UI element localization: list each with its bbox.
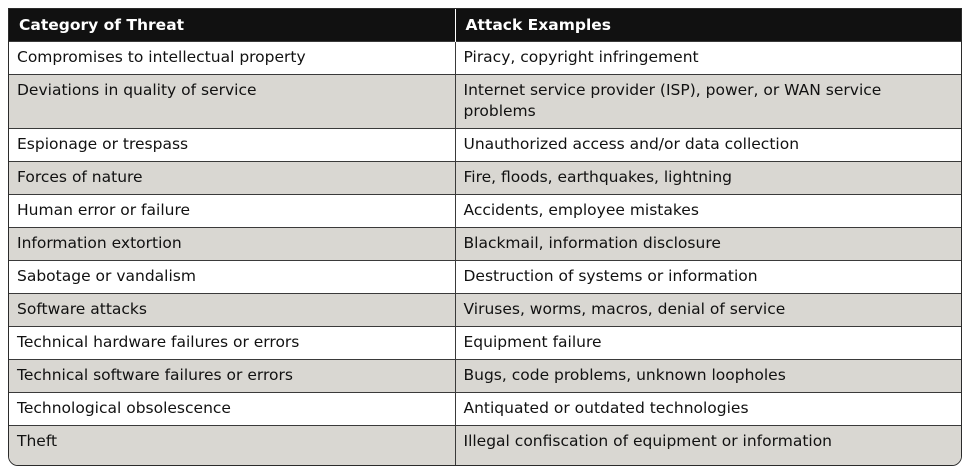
- table-row: [9, 360, 961, 393]
- threat-table-container: [8, 8, 962, 466]
- category-cell: Theft: [9, 426, 455, 467]
- examples-cell: Viruses, worms, macros, denial of service: [455, 294, 961, 327]
- category-cell: Compromises to intellectual property: [9, 42, 455, 75]
- table-row: [9, 228, 961, 261]
- table-row: [9, 294, 961, 327]
- category-cell: Forces of nature: [9, 162, 455, 195]
- examples-cell: Illegal confiscation of equipment or information: [455, 426, 961, 467]
- table-body: [9, 42, 961, 467]
- examples-cell: Piracy, copyright infringement: [455, 42, 961, 75]
- header-category: Category of Threat: [9, 9, 455, 42]
- table-row: [9, 327, 961, 360]
- header-examples: Attack Examples: [455, 9, 961, 42]
- category-cell: Technical software failures or errors: [9, 360, 455, 393]
- header-row: [9, 9, 961, 42]
- category-cell: Human error or failure: [9, 195, 455, 228]
- table-row: [9, 75, 961, 129]
- category-cell: Espionage or trespass: [9, 129, 455, 162]
- category-cell: Software attacks: [9, 294, 455, 327]
- category-cell: Deviations in quality of service: [9, 75, 455, 129]
- category-cell: Technical hardware failures or errors: [9, 327, 455, 360]
- examples-cell: Antiquated or outdated technologies: [455, 393, 961, 426]
- examples-cell: Destruction of systems or information: [455, 261, 961, 294]
- examples-cell: Internet service provider (ISP), power, or WAN service problems: [455, 75, 961, 129]
- examples-cell: Fire, floods, earthquakes, lightning: [455, 162, 961, 195]
- table-row: [9, 261, 961, 294]
- table-header: [9, 9, 961, 42]
- examples-cell: Unauthorized access and/or data collection: [455, 129, 961, 162]
- table-row: [9, 42, 961, 75]
- table-row: [9, 393, 961, 426]
- table-row: [9, 162, 961, 195]
- category-cell: Information extortion: [9, 228, 455, 261]
- table-row: [9, 129, 961, 162]
- examples-cell: Accidents, employee mistakes: [455, 195, 961, 228]
- examples-cell: Equipment failure: [455, 327, 961, 360]
- table-row: [9, 426, 961, 467]
- threat-table: [9, 9, 961, 466]
- examples-cell: Blackmail, information disclosure: [455, 228, 961, 261]
- category-cell: Sabotage or vandalism: [9, 261, 455, 294]
- category-cell: Technological obsolescence: [9, 393, 455, 426]
- table-row: [9, 195, 961, 228]
- examples-cell: Bugs, code problems, unknown loopholes: [455, 360, 961, 393]
